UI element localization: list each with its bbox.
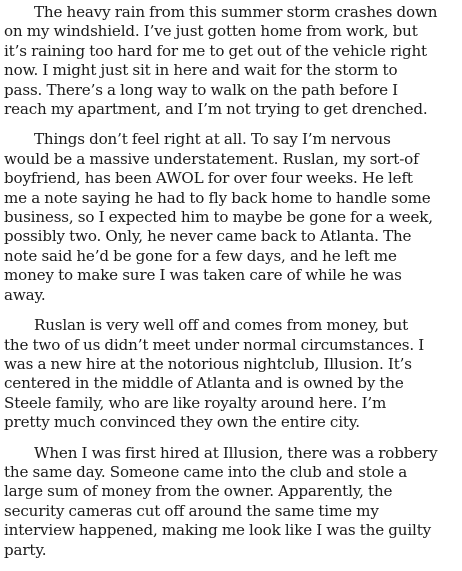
text-line: The heavy rain from this summer storm crashes down [34, 3, 438, 21]
text-line: it’s raining too hard for me to get out of the vehicle right [4, 41, 427, 60]
text-line: centered in the middle of Atlanta and is owned by the [4, 374, 404, 393]
document-page [4, 3, 459, 571]
text-line: Steele family, who are like royalty around here. I’m [4, 393, 387, 412]
text-line: boyfriend, has been AWOL for over four weeks. He left [4, 169, 413, 188]
text-line: pretty much convinced they own the entire city. [4, 413, 360, 432]
text-line: reach my apartment, and I’m not trying to get drenched. [4, 100, 428, 119]
text-line: possibly two. Only, he never came back to Atlanta. The [4, 227, 412, 246]
text-line: Ruslan is very well off and comes from money, but [34, 316, 409, 335]
text-line: When I was first hired at Illusion, there was a robbery [34, 443, 438, 462]
text-line: business, so I expected him to maybe be gone for a week, [4, 208, 433, 227]
paragraph-1 [4, 3, 459, 119]
text-line: was a new hire at the notorious nightclub, Illusion. It’s [4, 354, 412, 373]
paragraph-2 [4, 130, 459, 305]
text-line: me a note saying he had to fly back home to handle some [4, 188, 431, 207]
text-line: the two of us didn’t meet under normal circumstances. I [4, 335, 425, 354]
paragraph-4 [4, 444, 459, 560]
text-line: security cameras cut off around the same time my [4, 501, 379, 520]
paragraph-3 [4, 316, 459, 432]
text-line: large sum of money from the owner. Apparently, the [4, 482, 393, 501]
text-line: interview happened, making me look like I was the guilty [4, 521, 432, 540]
text-line: Things don’t feel right at all. To say I’m nervous [34, 130, 391, 149]
text-line: would be a massive understatement. Ruslan, my sort-of [4, 149, 419, 168]
text-line: pass. There’s a long way to walk on the path before I [4, 80, 398, 99]
text-line: money to make sure I was taken care of while he was [4, 266, 402, 285]
text-line: on my windshield. I’ve just gotten home from work, but [4, 22, 418, 41]
text-line: now. I might just sit in here and wait for the storm to [4, 61, 398, 80]
text-line: the same day. Someone came into the club and stole a [4, 462, 408, 481]
text-line: party. [4, 540, 47, 559]
text-line: note said he’d be gone for a few days, and he left me [4, 246, 397, 265]
text-line: away. [4, 285, 46, 304]
